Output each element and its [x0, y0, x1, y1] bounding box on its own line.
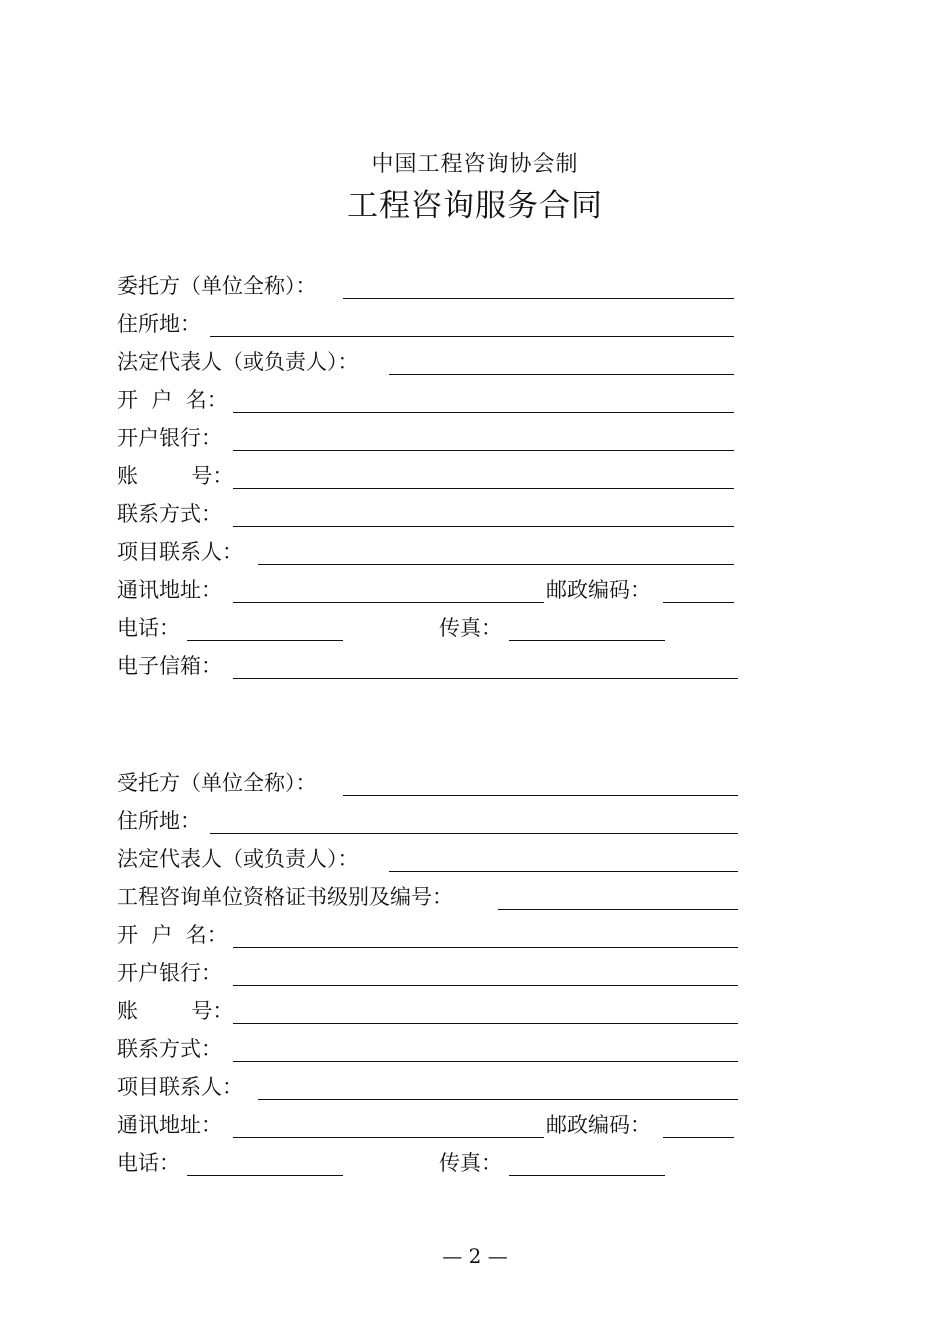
client-mail-address-field[interactable]: [233, 602, 544, 603]
consultant-mail-address-field[interactable]: [233, 1137, 544, 1138]
client-phone-row: [117, 612, 757, 650]
consultant-fax-field[interactable]: [509, 1175, 665, 1176]
client-name-row: [117, 270, 757, 308]
consultant-bank-label: 开户银行：: [117, 961, 222, 985]
client-bank-row: [117, 422, 757, 460]
client-legal-rep-field[interactable]: [389, 374, 734, 375]
client-fax-field[interactable]: [509, 640, 665, 641]
client-contact-method-field[interactable]: [233, 526, 734, 527]
client-name-label: 委托方（单位全称）：: [117, 274, 317, 298]
client-project-contact-field[interactable]: [258, 564, 734, 565]
consultant-fax-label: 传真：: [439, 1151, 502, 1175]
client-mail-address-label: 通讯地址：: [117, 578, 222, 602]
consultant-legal-rep-row: [117, 843, 757, 881]
consultant-mail-address-label: 通讯地址：: [117, 1113, 222, 1137]
client-postcode-label: 邮政编码：: [546, 578, 651, 602]
consultant-project-contact-label: 项目联系人：: [117, 1075, 243, 1099]
consultant-section: [117, 767, 757, 1185]
consultant-phone-field[interactable]: [187, 1175, 343, 1176]
consultant-qualification-label: 工程咨询单位资格证书级别及编号：: [117, 885, 453, 909]
consultant-name-row: [117, 767, 757, 805]
consultant-account-name-row: [117, 919, 757, 957]
consultant-legal-rep-label: 法定代表人（或负责人）：: [117, 847, 359, 871]
client-email-row: [117, 650, 757, 688]
client-name-field[interactable]: [343, 298, 734, 299]
consultant-name-label: 受托方（单位全称）：: [117, 771, 317, 795]
client-phone-field[interactable]: [187, 640, 343, 641]
issuing-organization: 中国工程咨询协会制: [371, 152, 579, 177]
client-legal-rep-row: [117, 346, 757, 384]
consultant-postcode-label: 邮政编码：: [546, 1113, 651, 1137]
consultant-account-name-field[interactable]: [233, 947, 738, 948]
client-fax-label: 传真：: [439, 616, 502, 640]
consultant-phone-label: 电话：: [117, 1151, 180, 1175]
consultant-phone-row: [117, 1147, 757, 1185]
client-postcode-field[interactable]: [663, 602, 734, 603]
consultant-project-contact-field[interactable]: [258, 1099, 738, 1100]
client-account-name-row: [117, 384, 757, 422]
client-project-contact-row: [117, 536, 757, 574]
consultant-qualification-row: [117, 881, 757, 919]
client-contact-method-row: [117, 498, 757, 536]
consultant-contact-method-label: 联系方式：: [117, 1037, 222, 1061]
client-mail-row: [117, 574, 757, 612]
consultant-account-no-row: [117, 995, 757, 1033]
consultant-account-name-label: 开 户 名：: [117, 923, 228, 947]
client-address-row: [117, 308, 757, 346]
client-contact-method-label: 联系方式：: [117, 502, 222, 526]
consultant-contact-method-field[interactable]: [233, 1061, 738, 1062]
client-bank-label: 开户银行：: [117, 426, 222, 450]
client-legal-rep-label: 法定代表人（或负责人）：: [117, 350, 359, 374]
consultant-account-no-label: 账 号：: [117, 999, 234, 1023]
client-address-label: 住所地：: [117, 312, 201, 336]
client-address-field[interactable]: [210, 336, 734, 337]
client-email-field[interactable]: [233, 678, 738, 679]
consultant-address-label: 住所地：: [117, 809, 201, 833]
consultant-bank-field[interactable]: [233, 985, 738, 986]
client-section: [117, 270, 757, 688]
consultant-contact-method-row: [117, 1033, 757, 1071]
client-account-name-field[interactable]: [233, 412, 734, 413]
client-email-label: 电子信箱：: [117, 654, 222, 678]
consultant-postcode-field[interactable]: [663, 1137, 734, 1138]
consultant-qualification-field[interactable]: [498, 909, 738, 910]
consultant-legal-rep-field[interactable]: [389, 871, 738, 872]
document-title: 工程咨询服务合同: [347, 188, 603, 224]
client-phone-label: 电话：: [117, 616, 180, 640]
consultant-bank-row: [117, 957, 757, 995]
consultant-mail-row: [117, 1109, 757, 1147]
client-account-name-label: 开 户 名：: [117, 388, 228, 412]
consultant-project-contact-row: [117, 1071, 757, 1109]
client-bank-field[interactable]: [233, 450, 734, 451]
consultant-name-field[interactable]: [343, 795, 738, 796]
consultant-account-no-field[interactable]: [233, 1023, 738, 1024]
consultant-address-field[interactable]: [210, 833, 738, 834]
page-number: — 2 —: [442, 1244, 508, 1268]
client-account-no-field[interactable]: [233, 488, 734, 489]
client-project-contact-label: 项目联系人：: [117, 540, 243, 564]
consultant-address-row: [117, 805, 757, 843]
client-account-no-label: 账 号：: [117, 464, 234, 488]
client-account-no-row: [117, 460, 757, 498]
